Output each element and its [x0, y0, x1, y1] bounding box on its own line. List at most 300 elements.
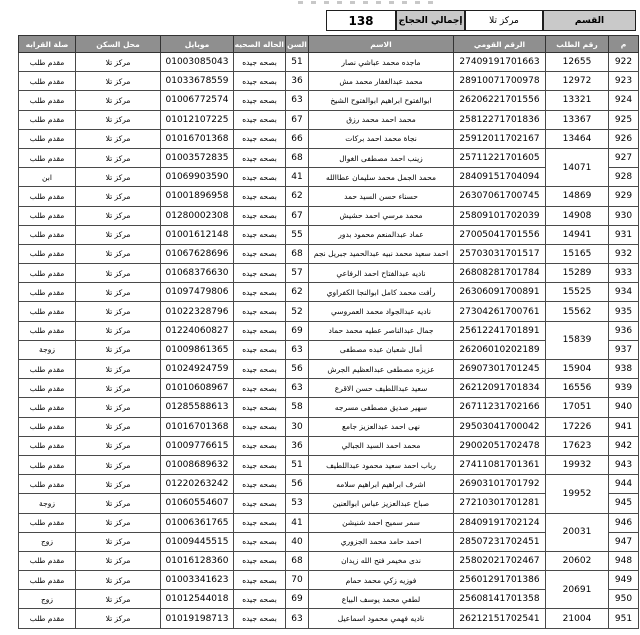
- cell-health: بصحه جيده: [234, 225, 286, 244]
- cell-health: بصحه جيده: [234, 110, 286, 129]
- cell-age: 69: [286, 590, 309, 609]
- cell-residence: مركز تلا: [76, 53, 161, 72]
- cell-request-no: 14071: [546, 148, 609, 186]
- cell-residence: مركز تلا: [76, 513, 161, 532]
- cell-health: بصحه جيده: [234, 436, 286, 455]
- cell-mobile: 01285588613: [161, 398, 234, 417]
- cell-age: 63: [286, 340, 309, 359]
- table-row: [19, 475, 639, 494]
- table-row: [19, 283, 639, 302]
- cell-mobile: 01069903590: [161, 168, 234, 187]
- cell-request-no: 12655: [546, 53, 609, 72]
- cell-name: احمد حامد محمد الجزوري: [309, 532, 454, 551]
- cell-mobile: 01009776615: [161, 436, 234, 455]
- cell-mobile: 01022328796: [161, 302, 234, 321]
- cell-name: محمد الجمل محمد سليمان عطاالله: [309, 168, 454, 187]
- cell-request-no: 19932: [546, 455, 609, 474]
- cell-index: 933: [609, 264, 639, 283]
- cell-age: 36: [286, 436, 309, 455]
- cell-request-no: 20691: [546, 571, 609, 609]
- table-row: [19, 379, 639, 398]
- clipped-title-fragment: [298, 1, 433, 4]
- cell-national-id: 25601291701386: [454, 571, 546, 590]
- cell-name: حسناء حسن السيد حمد: [309, 187, 454, 206]
- cell-health: بصحه جيده: [234, 53, 286, 72]
- cell-relation: مقدم طلب: [19, 72, 76, 91]
- cell-name: سعيد عبداللطيف حسن الاقرع: [309, 379, 454, 398]
- cell-index: 939: [609, 379, 639, 398]
- cell-index: 937: [609, 340, 639, 359]
- cell-name: ناديه عبدالجواد محمد العمروسي: [309, 302, 454, 321]
- cell-index: 945: [609, 494, 639, 513]
- cell-index: 926: [609, 129, 639, 148]
- cell-name: عماد عبدالمنعم محمود بدور: [309, 225, 454, 244]
- department-value: مركز تلا: [465, 10, 543, 31]
- cell-relation: مقدم طلب: [19, 264, 76, 283]
- cell-age: 53: [286, 494, 309, 513]
- cell-request-no: 15839: [546, 321, 609, 359]
- cell-relation: مقدم طلب: [19, 455, 76, 474]
- cell-residence: مركز تلا: [76, 264, 161, 283]
- cell-name: ناديه فهمي محمود اسماعيل: [309, 609, 454, 628]
- cell-residence: مركز تلا: [76, 110, 161, 129]
- table-row: [19, 360, 639, 379]
- cell-national-id: 29503041700042: [454, 417, 546, 436]
- cell-residence: مركز تلا: [76, 283, 161, 302]
- cell-national-id: 26212091701834: [454, 379, 546, 398]
- cell-index: 946: [609, 513, 639, 532]
- cell-index: 948: [609, 551, 639, 570]
- cell-health: بصحه جيده: [234, 417, 286, 436]
- cell-name: صباح عبدالعزيز عباس ابوالعنين: [309, 494, 454, 513]
- cell-residence: مركز تلا: [76, 571, 161, 590]
- cell-relation: مقدم طلب: [19, 475, 76, 494]
- cell-relation: مقدم طلب: [19, 609, 76, 628]
- cell-mobile: 01012107225: [161, 110, 234, 129]
- cell-national-id: 26808281701784: [454, 264, 546, 283]
- cell-index: 928: [609, 168, 639, 187]
- cell-national-id: 27304261700761: [454, 302, 546, 321]
- header-residence: محل السكن: [76, 36, 161, 53]
- cell-health: بصحه جيده: [234, 455, 286, 474]
- table-header-row: [19, 36, 639, 53]
- cell-request-no: 15525: [546, 283, 609, 302]
- cell-mobile: 01001896958: [161, 187, 234, 206]
- cell-national-id: 25812271701836: [454, 110, 546, 129]
- header-mobile: موبايل: [161, 36, 234, 53]
- cell-mobile: 01012544018: [161, 590, 234, 609]
- cell-index: 947: [609, 532, 639, 551]
- cell-request-no: 13367: [546, 110, 609, 129]
- cell-name: لطفي محمد يوسف البياع: [309, 590, 454, 609]
- cell-age: 52: [286, 302, 309, 321]
- cell-mobile: 01003341623: [161, 571, 234, 590]
- cell-national-id: 26206010202189: [454, 340, 546, 359]
- cell-mobile: 01010608967: [161, 379, 234, 398]
- cell-request-no: 14908: [546, 206, 609, 225]
- cell-national-id: 27411081701361: [454, 455, 546, 474]
- cell-residence: مركز تلا: [76, 225, 161, 244]
- cell-residence: مركز تلا: [76, 72, 161, 91]
- cell-health: بصحه جيده: [234, 129, 286, 148]
- table-row: [19, 436, 639, 455]
- cell-index: 934: [609, 283, 639, 302]
- cell-index: 932: [609, 244, 639, 263]
- cell-mobile: 01224060827: [161, 321, 234, 340]
- cell-name: محمد احمد السيد الجبالي: [309, 436, 454, 455]
- cell-relation: مقدم طلب: [19, 244, 76, 263]
- cell-health: بصحه جيده: [234, 475, 286, 494]
- cell-national-id: 26711231702166: [454, 398, 546, 417]
- cell-request-no: 17226: [546, 417, 609, 436]
- cell-residence: مركز تلا: [76, 206, 161, 225]
- cell-health: بصحه جيده: [234, 532, 286, 551]
- table-row: [19, 129, 639, 148]
- cell-health: بصحه جيده: [234, 398, 286, 417]
- cell-relation: مقدم طلب: [19, 436, 76, 455]
- cell-mobile: 01067628696: [161, 244, 234, 263]
- table-row: [19, 609, 639, 628]
- cell-request-no: 15562: [546, 302, 609, 321]
- cell-national-id: 25608141701358: [454, 590, 546, 609]
- cell-health: بصحه جيده: [234, 494, 286, 513]
- cell-residence: مركز تلا: [76, 360, 161, 379]
- table-row: [19, 148, 639, 167]
- cell-mobile: 01019198713: [161, 609, 234, 628]
- cell-name: رباب احمد سعيد محمود عبداللطيف: [309, 455, 454, 474]
- cell-national-id: 27409191701663: [454, 53, 546, 72]
- cell-relation: مقدم طلب: [19, 398, 76, 417]
- cell-age: 41: [286, 513, 309, 532]
- cell-age: 67: [286, 110, 309, 129]
- cell-request-no: 15904: [546, 360, 609, 379]
- cell-request-no: 13321: [546, 91, 609, 110]
- total-pilgrims-value: 138: [326, 10, 396, 31]
- cell-age: 40: [286, 532, 309, 551]
- cell-index: 944: [609, 475, 639, 494]
- cell-index: 922: [609, 53, 639, 72]
- cell-index: 943: [609, 455, 639, 474]
- cell-health: بصحه جيده: [234, 609, 286, 628]
- cell-name: ناديه عبدالفتاح احمد الرفاعي: [309, 264, 454, 283]
- cell-request-no: 17051: [546, 398, 609, 417]
- cell-age: 30: [286, 417, 309, 436]
- cell-residence: مركز تلا: [76, 609, 161, 628]
- cell-age: 69: [286, 321, 309, 340]
- cell-mobile: 01006361765: [161, 513, 234, 532]
- cell-request-no: 17623: [546, 436, 609, 455]
- cell-age: 58: [286, 398, 309, 417]
- cell-health: بصحه جيده: [234, 244, 286, 263]
- cell-relation: مقدم طلب: [19, 206, 76, 225]
- cell-name: نهى احمد عبدالعزيز جامع: [309, 417, 454, 436]
- cell-index: 931: [609, 225, 639, 244]
- cell-request-no: 15289: [546, 264, 609, 283]
- cell-mobile: 01003572835: [161, 148, 234, 167]
- cell-health: بصحه جيده: [234, 302, 286, 321]
- cell-relation: مقدم طلب: [19, 53, 76, 72]
- cell-index: 935: [609, 302, 639, 321]
- cell-mobile: 01033678559: [161, 72, 234, 91]
- cell-name: محمد احمد محمد رزق: [309, 110, 454, 129]
- total-pilgrims-label: إجمالي الحجاج: [396, 10, 465, 31]
- cell-relation: زوج: [19, 590, 76, 609]
- cell-national-id: 26206221701556: [454, 91, 546, 110]
- cell-request-no: 14869: [546, 187, 609, 206]
- cell-mobile: 01024924759: [161, 360, 234, 379]
- cell-age: 51: [286, 53, 309, 72]
- cell-name: اشرف ابراهيم ابراهيم سلامه: [309, 475, 454, 494]
- cell-index: 951: [609, 609, 639, 628]
- cell-name: فوزيه زكي محمد حمام: [309, 571, 454, 590]
- cell-national-id: 25912011702167: [454, 129, 546, 148]
- cell-index: 929: [609, 187, 639, 206]
- cell-name: رأفت محمد كامل ابوالنجا الكفراوي: [309, 283, 454, 302]
- table-row: [19, 455, 639, 474]
- cell-age: 68: [286, 244, 309, 263]
- cell-relation: مقدم طلب: [19, 571, 76, 590]
- cell-relation: مقدم طلب: [19, 283, 76, 302]
- cell-health: بصحه جيده: [234, 321, 286, 340]
- cell-health: بصحه جيده: [234, 264, 286, 283]
- cell-mobile: 01016701368: [161, 129, 234, 148]
- cell-mobile: 01003085043: [161, 53, 234, 72]
- cell-residence: مركز تلا: [76, 398, 161, 417]
- cell-residence: مركز تلا: [76, 321, 161, 340]
- table-row: [19, 110, 639, 129]
- cell-mobile: 01008689632: [161, 455, 234, 474]
- cell-age: 51: [286, 455, 309, 474]
- table-row: [19, 187, 639, 206]
- cell-residence: مركز تلا: [76, 379, 161, 398]
- header-request-no: رقم الطلب: [546, 36, 609, 53]
- cell-name: أمال شعبان عبده مصطفى: [309, 340, 454, 359]
- cell-health: بصحه جيده: [234, 379, 286, 398]
- cell-index: 941: [609, 417, 639, 436]
- cell-health: بصحه جيده: [234, 72, 286, 91]
- cell-age: 68: [286, 148, 309, 167]
- cell-request-no: 13464: [546, 129, 609, 148]
- cell-residence: مركز تلا: [76, 91, 161, 110]
- cell-index: 950: [609, 590, 639, 609]
- cell-age: 70: [286, 571, 309, 590]
- cell-age: 56: [286, 360, 309, 379]
- table-row: [19, 513, 639, 532]
- cell-residence: مركز تلا: [76, 244, 161, 263]
- cell-request-no: 16556: [546, 379, 609, 398]
- cell-national-id: 28409151704094: [454, 168, 546, 187]
- table-row: [19, 264, 639, 283]
- cell-relation: مقدم طلب: [19, 513, 76, 532]
- header-national-id: الرقم القومي: [454, 36, 546, 53]
- cell-health: بصحه جيده: [234, 340, 286, 359]
- cell-health: بصحه جيده: [234, 91, 286, 110]
- cell-age: 36: [286, 72, 309, 91]
- cell-residence: مركز تلا: [76, 340, 161, 359]
- cell-request-no: 14941: [546, 225, 609, 244]
- table-row: [19, 225, 639, 244]
- table-row: [19, 321, 639, 340]
- table-row: [19, 206, 639, 225]
- cell-index: 923: [609, 72, 639, 91]
- cell-residence: مركز تلا: [76, 455, 161, 474]
- table-row: [19, 244, 639, 263]
- cell-relation: مقدم طلب: [19, 225, 76, 244]
- department-label: القسم: [543, 10, 636, 31]
- cell-name: نجاة محمد احمد بركات: [309, 129, 454, 148]
- cell-national-id: 26307061700745: [454, 187, 546, 206]
- cell-age: 57: [286, 264, 309, 283]
- cell-residence: مركز تلا: [76, 148, 161, 167]
- cell-relation: مقدم طلب: [19, 417, 76, 436]
- cell-mobile: 01068376630: [161, 264, 234, 283]
- cell-national-id: 26212151702541: [454, 609, 546, 628]
- table-row: [19, 91, 639, 110]
- header-index: م: [609, 36, 639, 53]
- cell-relation: مقدم طلب: [19, 302, 76, 321]
- cell-name: زينب احمد مصطفى الغوال: [309, 148, 454, 167]
- cell-health: بصحه جيده: [234, 206, 286, 225]
- cell-age: 66: [286, 129, 309, 148]
- pilgrims-table: [18, 35, 639, 629]
- cell-name: احمد سعيد محمد نبيه عبدالحميد جبريل نجم: [309, 244, 454, 263]
- cell-national-id: 25703031701517: [454, 244, 546, 263]
- cell-request-no: 19952: [546, 475, 609, 513]
- cell-index: 942: [609, 436, 639, 455]
- cell-name: جمال عبدالناصر عطيه محمد حماد: [309, 321, 454, 340]
- cell-health: بصحه جيده: [234, 187, 286, 206]
- cell-relation: مقدم طلب: [19, 148, 76, 167]
- cell-age: 62: [286, 283, 309, 302]
- cell-relation: مقدم طلب: [19, 110, 76, 129]
- cell-residence: مركز تلا: [76, 494, 161, 513]
- cell-mobile: 01006772574: [161, 91, 234, 110]
- table-row: [19, 571, 639, 590]
- cell-relation: مقدم طلب: [19, 551, 76, 570]
- cell-residence: مركز تلا: [76, 532, 161, 551]
- cell-health: بصحه جيده: [234, 590, 286, 609]
- cell-mobile: 01009861365: [161, 340, 234, 359]
- table-row: [19, 417, 639, 436]
- cell-mobile: 01280002308: [161, 206, 234, 225]
- cell-residence: مركز تلا: [76, 436, 161, 455]
- cell-mobile: 01009445515: [161, 532, 234, 551]
- table-row: [19, 72, 639, 91]
- cell-mobile: 01220263242: [161, 475, 234, 494]
- cell-health: بصحه جيده: [234, 513, 286, 532]
- cell-name: عزيزه مصطفى عبدالعظيم الجرش: [309, 360, 454, 379]
- table-row: [19, 53, 639, 72]
- cell-national-id: 26903101701792: [454, 475, 546, 494]
- cell-health: بصحه جيده: [234, 148, 286, 167]
- cell-name: محمد مرسي احمد حشيش: [309, 206, 454, 225]
- cell-residence: مركز تلا: [76, 129, 161, 148]
- cell-relation: زوجة: [19, 340, 76, 359]
- cell-national-id: 27210301701281: [454, 494, 546, 513]
- cell-name: ابوالفتوح ابراهيم ابوالفتوح الشيخ: [309, 91, 454, 110]
- cell-relation: زوج: [19, 532, 76, 551]
- cell-national-id: 26907301701245: [454, 360, 546, 379]
- cell-mobile: 01001612148: [161, 225, 234, 244]
- cell-request-no: 21004: [546, 609, 609, 628]
- cell-national-id: 28409191702124: [454, 513, 546, 532]
- cell-national-id: 25612241701891: [454, 321, 546, 340]
- cell-name: محمد عبدالغفار محمد مش: [309, 72, 454, 91]
- cell-age: 67: [286, 206, 309, 225]
- cell-request-no: 20602: [546, 551, 609, 570]
- cell-name: سهير صديق مصطفى مسرجه: [309, 398, 454, 417]
- cell-request-no: 15165: [546, 244, 609, 263]
- cell-national-id: 27005041701556: [454, 225, 546, 244]
- cell-residence: مركز تلا: [76, 417, 161, 436]
- cell-mobile: 01016128360: [161, 551, 234, 570]
- cell-residence: مركز تلا: [76, 302, 161, 321]
- cell-index: 949: [609, 571, 639, 590]
- cell-health: بصحه جيده: [234, 571, 286, 590]
- cell-health: بصحه جيده: [234, 360, 286, 379]
- table-row: [19, 302, 639, 321]
- cell-index: 938: [609, 360, 639, 379]
- cell-health: بصحه جيده: [234, 283, 286, 302]
- cell-index: 925: [609, 110, 639, 129]
- cell-national-id: 26306091700891: [454, 283, 546, 302]
- cell-name: سمر سميح احمد شنيشن: [309, 513, 454, 532]
- cell-national-id: 28507231702451: [454, 532, 546, 551]
- cell-relation: مقدم طلب: [19, 187, 76, 206]
- cell-name: ماجده محمد عباشي نصار: [309, 53, 454, 72]
- header-relation: صلة القرابه: [19, 36, 76, 53]
- cell-national-id: 25809101702039: [454, 206, 546, 225]
- cell-national-id: 25802021702467: [454, 551, 546, 570]
- cell-index: 930: [609, 206, 639, 225]
- header-health: الحاله الصحيه: [234, 36, 286, 53]
- cell-national-id: 25711221701605: [454, 148, 546, 167]
- cell-mobile: 01016701368: [161, 417, 234, 436]
- cell-request-no: 20031: [546, 513, 609, 551]
- cell-relation: مقدم طلب: [19, 379, 76, 398]
- cell-residence: مركز تلا: [76, 475, 161, 494]
- table-row: [19, 398, 639, 417]
- cell-age: 68: [286, 551, 309, 570]
- cell-index: 940: [609, 398, 639, 417]
- cell-relation: مقدم طلب: [19, 129, 76, 148]
- cell-relation: مقدم طلب: [19, 91, 76, 110]
- cell-mobile: 01060554607: [161, 494, 234, 513]
- cell-age: 63: [286, 91, 309, 110]
- cell-request-no: 12972: [546, 72, 609, 91]
- cell-relation: مقدم طلب: [19, 321, 76, 340]
- cell-age: 62: [286, 187, 309, 206]
- cell-residence: مركز تلا: [76, 551, 161, 570]
- cell-health: بصحه جيده: [234, 551, 286, 570]
- cell-age: 63: [286, 609, 309, 628]
- cell-relation: ابن: [19, 168, 76, 187]
- cell-residence: مركز تلا: [76, 590, 161, 609]
- cell-national-id: 28910071700978: [454, 72, 546, 91]
- cell-age: 41: [286, 168, 309, 187]
- cell-name: ندى مخيمر فتح الله زيدان: [309, 551, 454, 570]
- cell-residence: مركز تلا: [76, 187, 161, 206]
- header-age: السن: [286, 36, 309, 53]
- cell-relation: مقدم طلب: [19, 360, 76, 379]
- header-name: الاسم: [309, 36, 454, 53]
- table-row: [19, 551, 639, 570]
- cell-index: 936: [609, 321, 639, 340]
- cell-age: 63: [286, 379, 309, 398]
- cell-age: 56: [286, 475, 309, 494]
- cell-mobile: 01097479806: [161, 283, 234, 302]
- cell-relation: زوجة: [19, 494, 76, 513]
